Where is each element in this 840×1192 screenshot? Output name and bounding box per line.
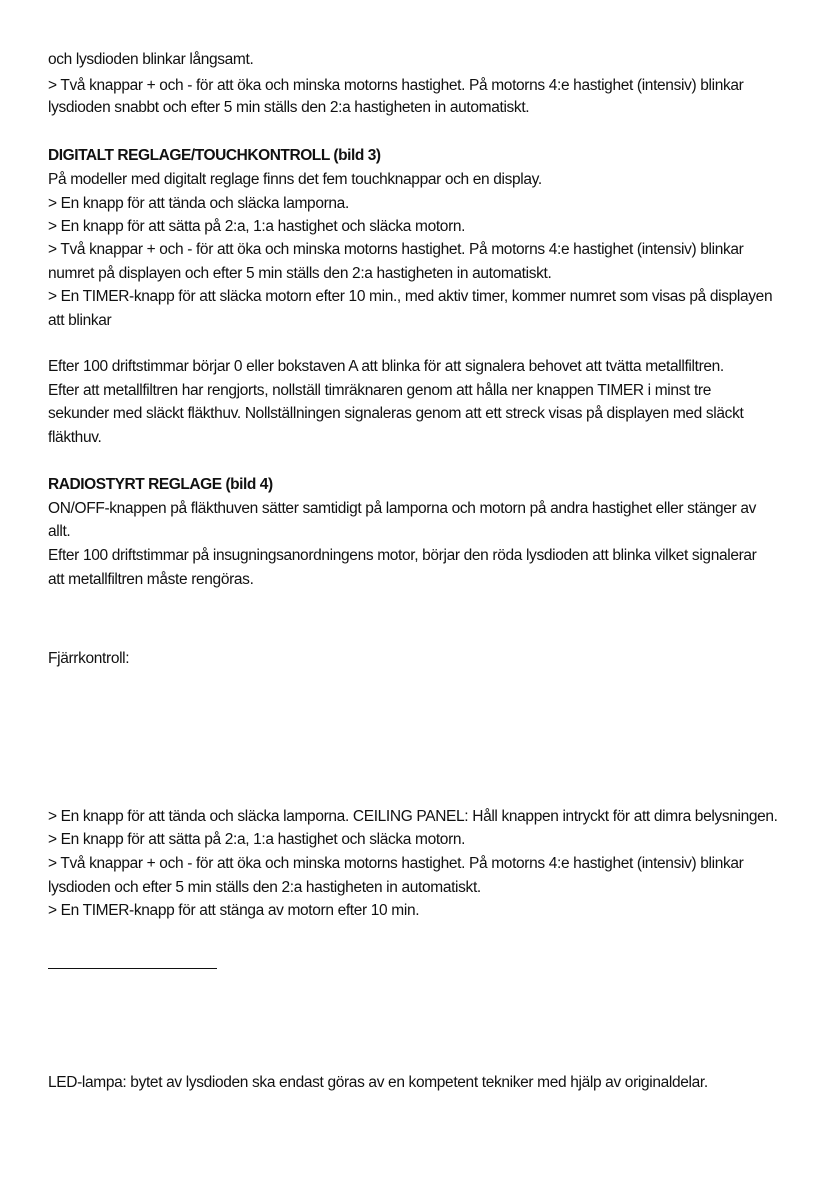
digital-control-heading: DIGITALT REGLAGE/TOUCHKONTROLL (bild 3) [48,147,381,164]
remote-line-1: > En knapp för att tända och släcka lamporna. CEILING PANEL: Håll knappen intryckt för att dimra belysningen. [48,808,778,825]
remote-line-3: > Två knappar + och - för att öka och minska motorns hastighet. På motorns 4:e hastighet (intensiv) blinkar [48,855,744,872]
footnote-separator [48,968,217,969]
digital-line-3: > En knapp för att sätta på 2:a, 1:a hastighet och släcka motorn. [48,218,466,235]
radio-line-3: Efter 100 driftstimmar på insugningsanordningens motor, börjar den röda lysdioden att blinka vilket signalerar [48,547,757,564]
radio-line-2: allt. [48,523,71,540]
filter-line-3: sekunder med släckt fläkthuv. Nollställningen signaleras genom att ett streck visas på displayen med släckt [48,405,744,422]
digital-line-4: > Två knappar + och - för att öka och minska motorns hastighet. På motorns 4:e hastighet (intensiv) blinkar [48,241,744,258]
radio-line-4: att metallfiltren måste rengöras. [48,571,254,588]
intro-line-2: > Två knappar + och - för att öka och minska motorns hastighet. På motorns 4:e hastighet (intensiv) blinkar [48,77,744,94]
radio-control-heading: RADIOSTYRT REGLAGE (bild 4) [48,476,273,493]
digital-line-6: > En TIMER-knapp för att släcka motorn efter 10 min., med aktiv timer, kommer numret som visas på displayen [48,288,773,305]
digital-line-7: att blinkar [48,312,112,329]
filter-line-2: Efter att metallfiltren har rengjorts, nollställ timräknaren genom att hålla ner knappen TIMER i minst tre [48,382,712,399]
remote-control-label: Fjärrkontroll: [48,650,130,667]
footnote-led: LED-lampa: bytet av lysdioden ska endast göras av en kompetent tekniker med hjälp av originaldelar. [48,1074,708,1091]
digital-line-1: På modeller med digitalt reglage finns det fem touchknappar och en display. [48,171,542,188]
remote-line-5: > En TIMER-knapp för att stänga av motorn efter 10 min. [48,902,420,919]
filter-line-4: fläkthuv. [48,429,102,446]
remote-line-2: > En knapp för att sätta på 2:a, 1:a hastighet och släcka motorn. [48,831,466,848]
digital-line-5: numret på displayen och efter 5 min ställs den 2:a hastigheten in automatiskt. [48,265,552,282]
remote-line-4: lysdioden och efter 5 min ställs den 2:a hastigheten in automatiskt. [48,879,481,896]
intro-line-1: och lysdioden blinkar långsamt. [48,51,254,68]
intro-line-3: lysdioden snabbt och efter 5 min ställs den 2:a hastigheten in automatiskt. [48,99,530,116]
digital-line-2: > En knapp för att tända och släcka lamporna. [48,195,349,212]
radio-line-1: ON/OFF-knappen på fläkthuven sätter samtidigt på lamporna och motorn på andra hastighet eller stänger av [48,500,757,517]
filter-line-1: Efter 100 driftstimmar börjar 0 eller bokstaven A att blinka för att signalera behovet att tvätta metallfiltren. [48,358,724,375]
